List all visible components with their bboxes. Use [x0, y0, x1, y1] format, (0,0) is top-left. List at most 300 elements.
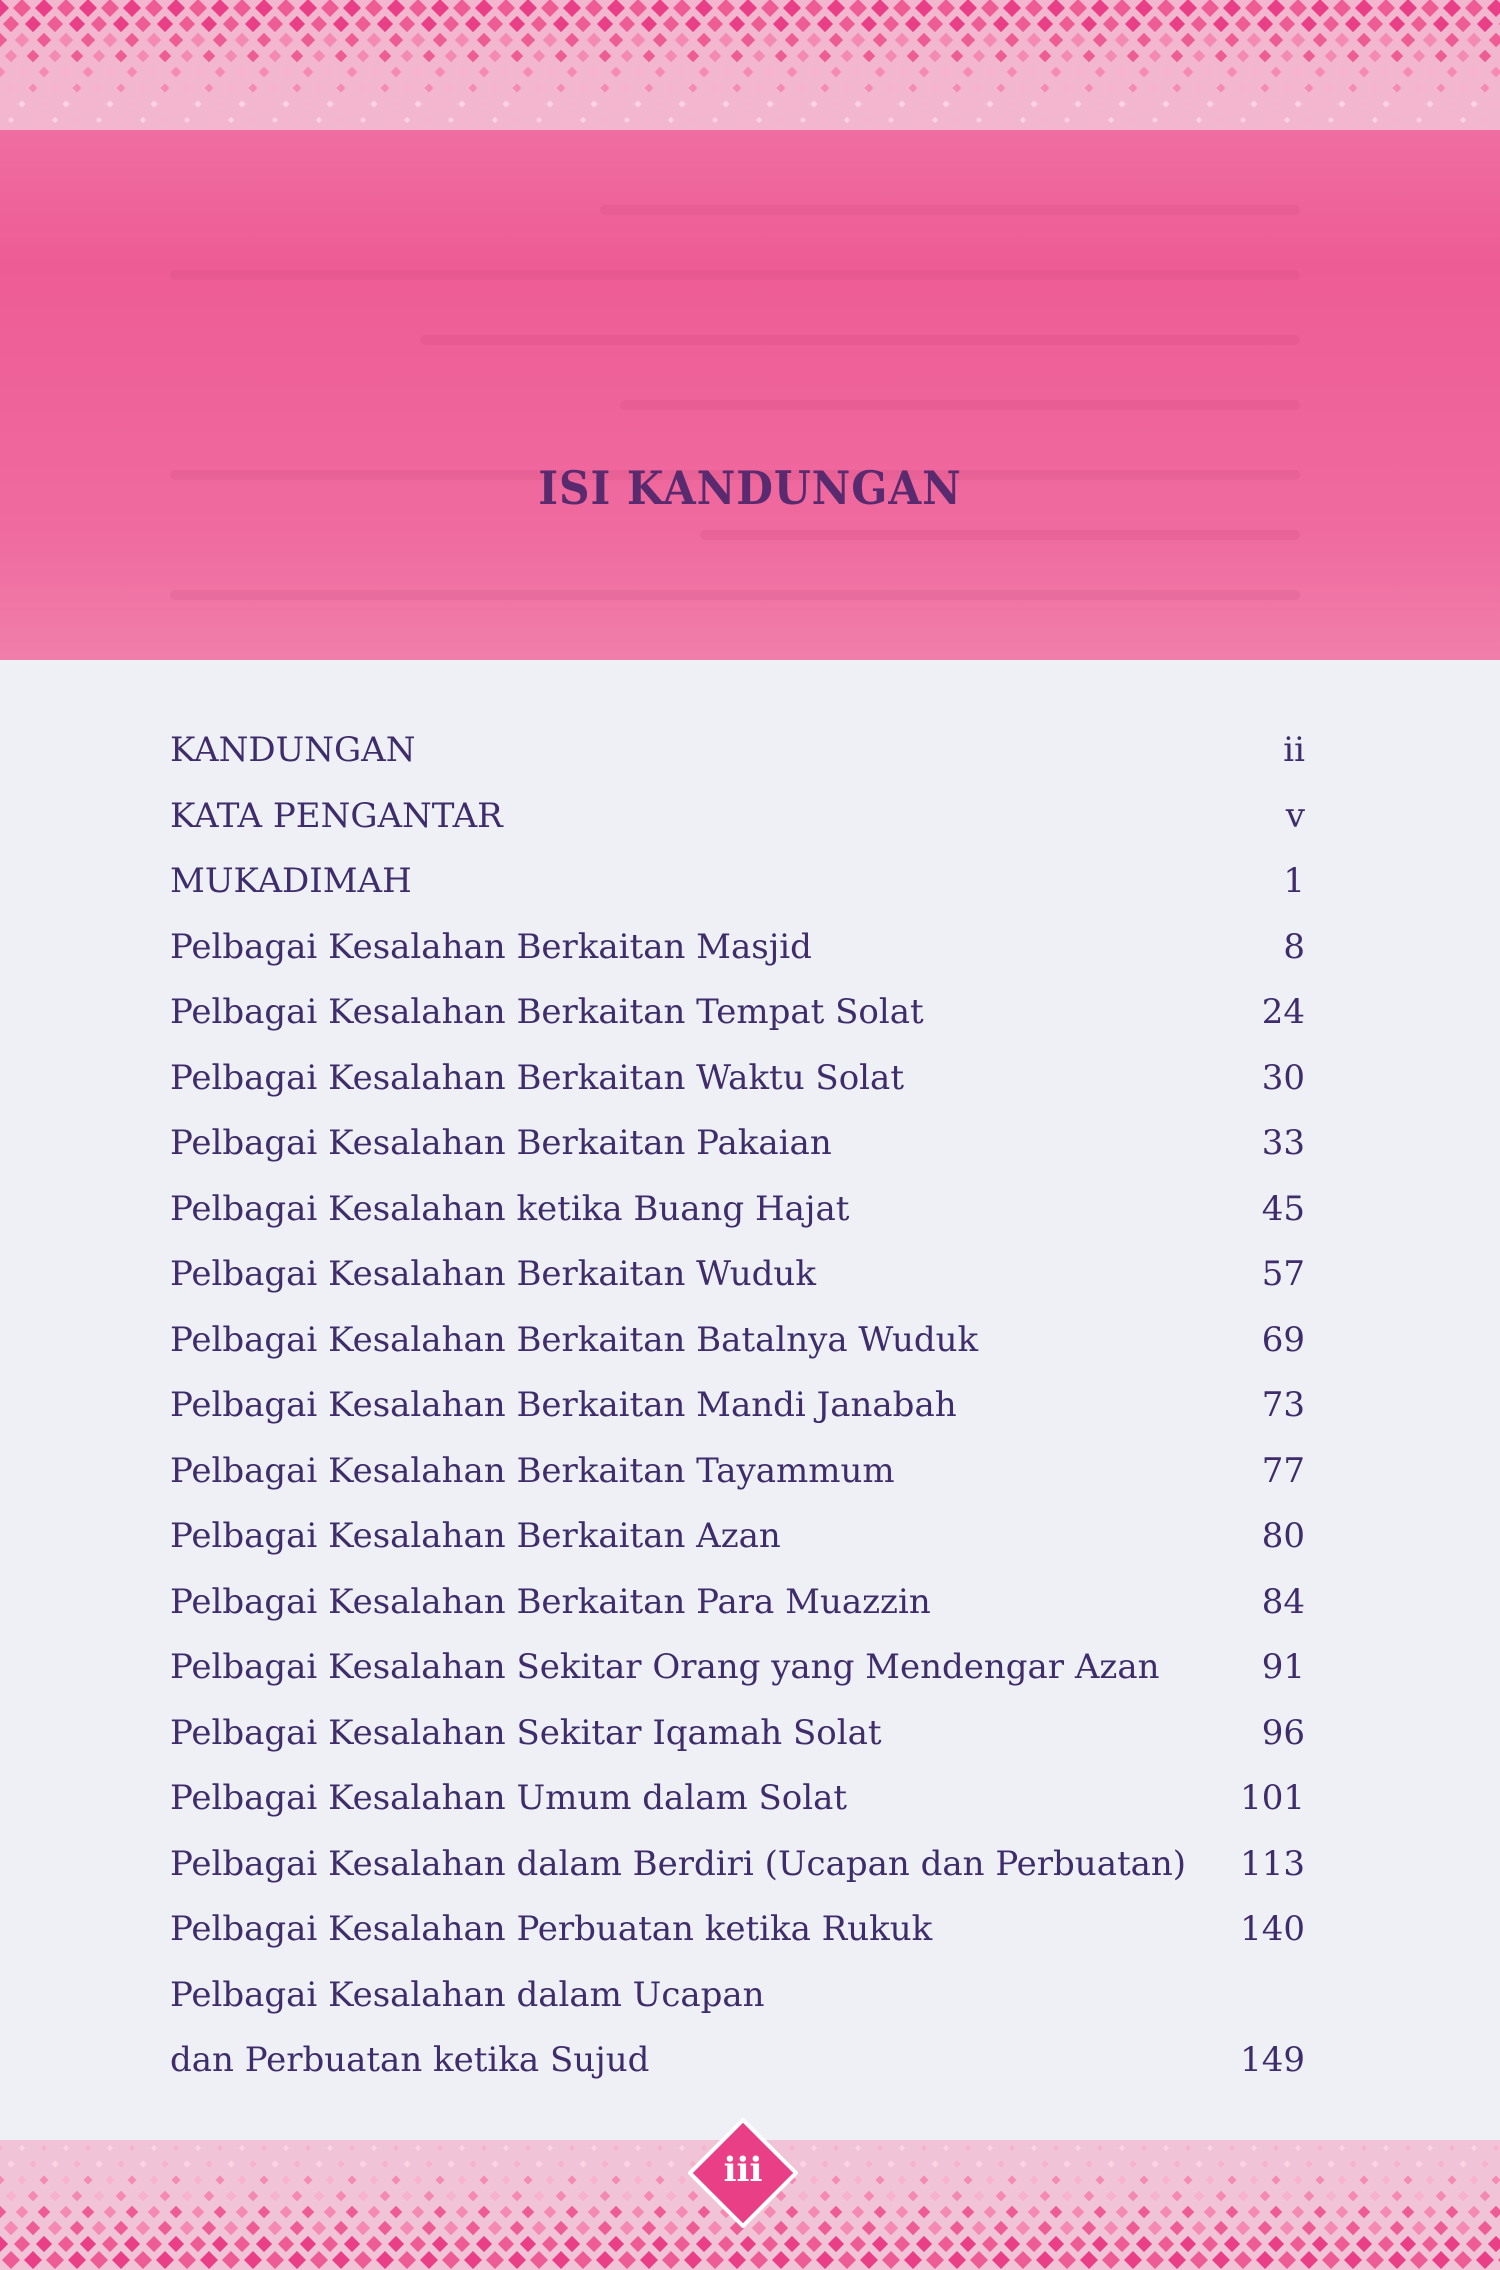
diamond-shape: [532, 2221, 546, 2235]
diamond-shape: [1041, 84, 1050, 93]
diamond-shape: [707, 16, 723, 32]
diamond-shape: [498, 2236, 514, 2252]
diamond-shape: [128, 100, 135, 107]
diamond-shape: [279, 33, 293, 47]
diamond-shape: [281, 67, 292, 78]
diamond-shape: [0, 2145, 3, 2151]
diamond-shape: [1059, 16, 1075, 32]
diamond-shape: [1367, 16, 1383, 32]
diamond-shape: [908, 2191, 919, 2202]
diamond-shape: [536, 117, 542, 123]
diamond-shape: [126, 2206, 139, 2219]
diamond-shape: [1356, 2236, 1372, 2252]
diamond-shape: [365, 0, 383, 17]
diamond-shape: [568, 100, 575, 107]
diamond-shape: [1315, 67, 1326, 78]
diamond-shape: [818, 2221, 832, 2235]
diamond-shape: [1019, 84, 1028, 93]
diamond-shape: [453, 0, 471, 17]
diamond-shape: [777, 84, 786, 93]
diamond-shape: [886, 2191, 897, 2202]
diamond-shape: [316, 117, 322, 123]
diamond-shape: [1443, 0, 1461, 17]
diamond-shape: [16, 2206, 29, 2219]
diamond-shape: [0, 67, 5, 78]
diamond-shape: [343, 0, 361, 17]
diamond-shape: [379, 50, 392, 63]
diamond-shape: [205, 84, 214, 93]
diamond-shape: [269, 50, 282, 63]
diamond-shape: [1249, 67, 1260, 78]
diamond-shape: [906, 2221, 920, 2235]
toc-entry: [170, 1254, 1305, 1320]
diamond-shape: [555, 50, 568, 63]
diamond-shape: [247, 50, 260, 63]
diamond-shape: [150, 2176, 159, 2185]
diamond-shape: [1270, 2206, 1283, 2219]
diamond-shape: [356, 2221, 370, 2235]
diamond-shape: [1350, 117, 1356, 123]
diamond-shape: [1358, 2206, 1371, 2219]
toc-entry-label: Pelbagai Kesalahan ketika Buang Hajat: [170, 1188, 850, 1229]
diamond-shape: [69, 16, 85, 32]
diamond-shape: [753, 50, 766, 63]
diamond-shape: [1348, 2191, 1359, 2202]
diamond-shape: [787, 67, 798, 78]
diamond-shape: [1391, 50, 1404, 63]
diamond-shape: [1347, 50, 1360, 63]
diamond-shape: [1214, 2221, 1228, 2235]
diamond-shape: [1281, 50, 1294, 63]
diamond-shape: [344, 2236, 360, 2252]
diamond-shape: [128, 2176, 137, 2185]
diamond-shape: [481, 2145, 487, 2151]
toc-entry-page: 140: [1240, 1909, 1305, 1949]
diamond-shape: [1262, 117, 1268, 123]
diamond-shape: [1405, 2145, 1411, 2151]
diamond-shape: [951, 50, 964, 63]
diamond-shape: [1027, 33, 1041, 47]
toc-entry-label: Pelbagai Kesalahan Berkaitan Mandi Janabah: [170, 1385, 957, 1425]
diamond-shape: [312, 2221, 326, 2235]
diamond-shape: [1107, 84, 1116, 93]
diamond-shape: [1370, 2191, 1381, 2202]
toc-entry: [170, 1189, 1305, 1255]
diamond-shape: [972, 2221, 986, 2235]
diamond-shape: [381, 2160, 388, 2167]
diamond-shape: [1412, 2221, 1426, 2235]
diamond-shape: [1261, 2160, 1268, 2167]
diamond-shape: [641, 16, 657, 32]
diamond-shape: [51, 2160, 58, 2167]
toc-entry-label: Pelbagai Kesalahan Berkaitan Tayammum: [170, 1450, 895, 1491]
diamond-shape: [35, 0, 53, 17]
diamond-shape: [7, 84, 16, 93]
diamond-shape: [1085, 2160, 1092, 2167]
diamond-shape: [918, 2206, 931, 2219]
diamond-shape: [1094, 2206, 1107, 2219]
diamond-shape: [8, 117, 14, 123]
diamond-shape: [0, 33, 7, 47]
diamond-shape: [445, 50, 458, 63]
diamond-shape: [194, 100, 201, 107]
diamond-shape: [1096, 2176, 1105, 2185]
diamond-shape: [433, 33, 447, 47]
diamond-shape: [523, 67, 534, 78]
diamond-shape: [224, 2221, 238, 2235]
diamond-shape: [783, 0, 801, 17]
diamond-shape: [487, 16, 503, 32]
diamond-shape: [821, 2160, 828, 2167]
diamond-shape: [400, 2221, 414, 2235]
diamond-shape: [547, 2145, 553, 2151]
toc-entry-page: 57: [1261, 1254, 1305, 1294]
diamond-shape: [1478, 2221, 1492, 2235]
diamond-shape: [618, 2251, 636, 2269]
diamond-shape: [14, 2236, 30, 2252]
toc-entry-page: 91: [1261, 1647, 1305, 1687]
diamond-shape: [1416, 117, 1422, 123]
diamond-shape: [378, 2221, 392, 2235]
diamond-shape: [260, 100, 267, 107]
diamond-shape: [213, 33, 227, 47]
diamond-shape: [497, 0, 515, 17]
diamond-shape: [1268, 2236, 1284, 2252]
diamond-shape: [475, 0, 493, 17]
diamond-shape: [744, 100, 751, 107]
diamond-shape: [1040, 2191, 1051, 2202]
diamond-shape: [964, 2176, 973, 2185]
diamond-shape: [1047, 0, 1065, 17]
diamond-shape: [183, 84, 192, 93]
diamond-shape: [895, 33, 909, 47]
diamond-shape: [1223, 0, 1241, 17]
diamond-shape: [1432, 2251, 1450, 2269]
diamond-shape: [270, 2191, 281, 2202]
toc-entry: [170, 1909, 1305, 1975]
diamond-shape: [434, 2206, 447, 2219]
diamond-shape: [1426, 2176, 1435, 2185]
diamond-shape: [994, 2221, 1008, 2235]
diamond-shape: [1283, 2160, 1290, 2167]
diamond-shape: [1459, 84, 1468, 93]
diamond-shape: [17, 67, 28, 78]
diamond-shape: [1316, 100, 1323, 107]
diamond-shape: [535, 2160, 542, 2167]
diamond-shape: [1434, 2221, 1448, 2235]
diamond-shape: [1149, 50, 1162, 63]
diamond-shape: [1346, 2221, 1360, 2235]
diamond-shape: [1207, 2145, 1213, 2151]
diamond-shape: [1225, 33, 1239, 47]
diamond-shape: [390, 2206, 403, 2219]
diamond-shape: [1103, 16, 1119, 32]
diamond-shape: [1336, 2206, 1349, 2219]
diamond-shape: [304, 100, 311, 107]
diamond-shape: [167, 0, 185, 17]
diamond-shape: [800, 117, 806, 123]
diamond-shape: [1469, 67, 1480, 78]
diamond-shape: [486, 2251, 504, 2269]
diamond-shape: [1140, 2176, 1149, 2185]
diamond-shape: [876, 100, 883, 107]
diamond-shape: [347, 67, 358, 78]
diamond-shape: [200, 2251, 218, 2269]
diamond-shape: [4, 2221, 18, 2235]
diamond-shape: [1036, 2251, 1054, 2269]
diamond-shape: [1272, 2176, 1281, 2185]
diamond-shape: [965, 2145, 971, 2151]
diamond-shape: [401, 50, 414, 63]
diamond-shape: [437, 2145, 443, 2151]
diamond-shape: [1433, 16, 1449, 32]
diamond-shape: [1436, 2191, 1447, 2202]
diamond-shape: [73, 2160, 80, 2167]
diamond-shape: [1128, 2191, 1139, 2202]
diamond-shape: [116, 2191, 127, 2202]
diamond-shape: [1344, 2251, 1362, 2269]
diamond-shape: [1256, 2251, 1274, 2269]
diamond-shape: [765, 67, 776, 78]
diamond-shape: [322, 2236, 338, 2252]
diamond-shape: [1435, 50, 1448, 63]
diamond-shape: [634, 100, 641, 107]
diamond-shape: [244, 2251, 262, 2269]
diamond-shape: [149, 67, 160, 78]
diamond-shape: [249, 84, 258, 93]
diamond-shape: [1349, 2160, 1356, 2167]
diamond-shape: [1278, 2251, 1296, 2269]
diamond-shape: [635, 2145, 641, 2151]
diamond-shape: [94, 2191, 105, 2202]
toc-entry-page: v: [1285, 795, 1305, 836]
diamond-shape: [392, 100, 399, 107]
diamond-shape: [1102, 2251, 1120, 2269]
diamond-shape: [1394, 117, 1400, 123]
diamond-shape: [1151, 84, 1160, 93]
diamond-shape: [272, 117, 278, 123]
diamond-shape: [1324, 2221, 1338, 2235]
toc-entry-page: 1: [1283, 861, 1305, 901]
diamond-shape: [1026, 2236, 1042, 2252]
diamond-shape: [124, 2236, 140, 2252]
diamond-shape: [939, 33, 953, 47]
diamond-shape: [346, 2206, 359, 2219]
diamond-shape: [1448, 100, 1455, 107]
diamond-shape: [348, 100, 355, 107]
diamond-shape: [587, 33, 601, 47]
diamond-shape: [1267, 0, 1285, 17]
diamond-shape: [642, 2221, 656, 2235]
diamond-shape: [766, 100, 773, 107]
diamond-shape: [741, 33, 755, 47]
diamond-shape: [778, 117, 784, 123]
diamond-shape: [28, 2191, 39, 2202]
diamond-shape: [304, 2176, 313, 2185]
diamond-shape: [336, 2191, 347, 2202]
diamond-shape: [1369, 50, 1382, 63]
diamond-shape: [228, 117, 234, 123]
diamond-shape: [1060, 2221, 1074, 2235]
diamond-shape: [574, 2251, 592, 2269]
diamond-shape: [217, 2145, 223, 2151]
diamond-shape: [1004, 2236, 1020, 2252]
diamond-shape: [1279, 16, 1295, 32]
diamond-shape: [1063, 84, 1072, 93]
diamond-shape: [665, 50, 678, 63]
diamond-shape: [380, 2191, 391, 2202]
diamond-shape: [49, 50, 62, 63]
diamond-shape: [409, 0, 427, 17]
diamond-shape: [1093, 33, 1107, 47]
diamond-shape: [997, 84, 1006, 93]
diamond-shape: [509, 16, 525, 32]
diamond-shape: [717, 0, 735, 17]
diamond-shape: [114, 2221, 128, 2235]
diamond-shape: [1381, 67, 1392, 78]
diamond-shape: [371, 2145, 377, 2151]
page-number: iii: [723, 2150, 763, 2190]
diamond-shape: [491, 84, 500, 93]
diamond-shape: [873, 33, 887, 47]
diamond-shape: [0, 2176, 5, 2185]
diamond-shape: [709, 50, 722, 63]
diamond-shape: [178, 2251, 196, 2269]
diamond-shape: [1399, 0, 1417, 17]
diamond-shape: [3, 16, 19, 32]
diamond-shape: [376, 2251, 394, 2269]
diamond-shape: [458, 2176, 467, 2185]
diamond-shape: [95, 2160, 102, 2167]
diamond-shape: [377, 16, 393, 32]
diamond-shape: [444, 2221, 458, 2235]
diamond-shape: [927, 16, 943, 32]
diamond-shape: [81, 33, 95, 47]
diamond-shape: [579, 2160, 586, 2167]
diamond-shape: [877, 2145, 883, 2151]
diamond-shape: [1118, 2176, 1127, 2185]
toc-entry-label: Pelbagai Kesalahan Umum dalam Solat: [170, 1778, 848, 1818]
diamond-shape: [907, 50, 920, 63]
diamond-shape: [865, 2160, 872, 2167]
diamond-shape: [644, 2191, 655, 2202]
diamond-shape: [674, 2236, 690, 2252]
toc-entry-page: 96: [1261, 1712, 1305, 1753]
diamond-shape: [1030, 2176, 1039, 2185]
diamond-shape: [79, 0, 97, 17]
toc-entry-page: 149: [1240, 2040, 1305, 2080]
diamond-shape: [996, 2191, 1007, 2202]
diamond-shape: [799, 2160, 806, 2167]
diamond-shape: [480, 2176, 489, 2185]
diamond-shape: [335, 50, 348, 63]
diamond-shape: [370, 2176, 379, 2185]
diamond-shape: [513, 2160, 520, 2167]
diamond-shape: [645, 84, 654, 93]
diamond-shape: [63, 2145, 69, 2151]
diamond-shape: [874, 2206, 887, 2219]
diamond-shape: [810, 100, 817, 107]
diamond-shape: [1334, 2236, 1350, 2252]
diamond-shape: [1477, 16, 1493, 32]
diamond-shape: [104, 2206, 117, 2219]
diamond-shape: [225, 50, 238, 63]
diamond-shape: [1127, 50, 1140, 63]
diamond-shape: [1476, 2251, 1494, 2269]
diamond-shape: [854, 2176, 863, 2185]
diamond-shape: [95, 84, 104, 93]
diamond-shape: [1063, 2160, 1070, 2167]
top-diamond-pattern: [0, 0, 1500, 130]
diamond-shape: [410, 2236, 426, 2252]
diamond-shape: [1172, 2191, 1183, 2202]
diamond-shape: [763, 33, 777, 47]
diamond-shape: [1028, 2206, 1041, 2219]
diamond-shape: [0, 100, 4, 107]
diamond-shape: [337, 2160, 344, 2167]
diamond-shape: [1303, 50, 1316, 63]
diamond-shape: [838, 2251, 856, 2269]
diamond-shape: [292, 2191, 303, 2202]
diamond-shape: [1322, 2251, 1340, 2269]
diamond-shape: [534, 2191, 545, 2202]
diamond-shape: [986, 2176, 995, 2185]
diamond-shape: [1449, 2145, 1455, 2151]
diamond-shape: [59, 33, 73, 47]
diamond-shape: [1454, 2251, 1472, 2269]
diamond-shape: [1339, 2145, 1345, 2151]
diamond-shape: [1458, 2191, 1469, 2202]
diamond-shape: [1246, 2236, 1262, 2252]
diamond-shape: [161, 84, 170, 93]
diamond-shape: [51, 84, 60, 93]
diamond-shape: [590, 2176, 599, 2185]
diamond-shape: [206, 117, 212, 123]
diamond-shape: [575, 16, 591, 32]
diamond-shape: [1325, 50, 1338, 63]
diamond-shape: [1168, 2251, 1186, 2269]
diamond-shape: [238, 2176, 247, 2185]
diamond-shape: [1073, 67, 1084, 78]
diamond-shape: [664, 2221, 678, 2235]
diamond-shape: [855, 2145, 861, 2151]
diamond-shape: [1075, 2145, 1081, 2151]
diamond-shape: [937, 0, 955, 17]
diamond-shape: [391, 67, 402, 78]
diamond-shape: [454, 2236, 470, 2252]
diamond-shape: [1205, 67, 1216, 78]
toc-entry-label: Pelbagai Kesalahan Sekitar Orang yang Mendengar Azan: [170, 1647, 1160, 1687]
diamond-shape: [931, 84, 940, 93]
diamond-shape: [1206, 2176, 1215, 2185]
diamond-shape: [941, 67, 952, 78]
diamond-shape: [139, 2160, 146, 2167]
diamond-shape: [499, 33, 513, 47]
diamond-shape: [1157, 0, 1175, 17]
diamond-shape: [324, 2206, 337, 2219]
diamond-shape: [105, 67, 116, 78]
diamond-shape: [1245, 0, 1263, 17]
diamond-shape: [129, 2145, 135, 2151]
diamond-shape: [1366, 2251, 1384, 2269]
diamond-shape: [447, 2160, 454, 2167]
diamond-shape: [203, 50, 216, 63]
diamond-shape: [359, 2160, 366, 2167]
toc-entry: [170, 861, 1305, 927]
diamond-shape: [40, 100, 47, 107]
diamond-shape: [942, 2176, 951, 2185]
diamond-shape: [1115, 33, 1129, 47]
